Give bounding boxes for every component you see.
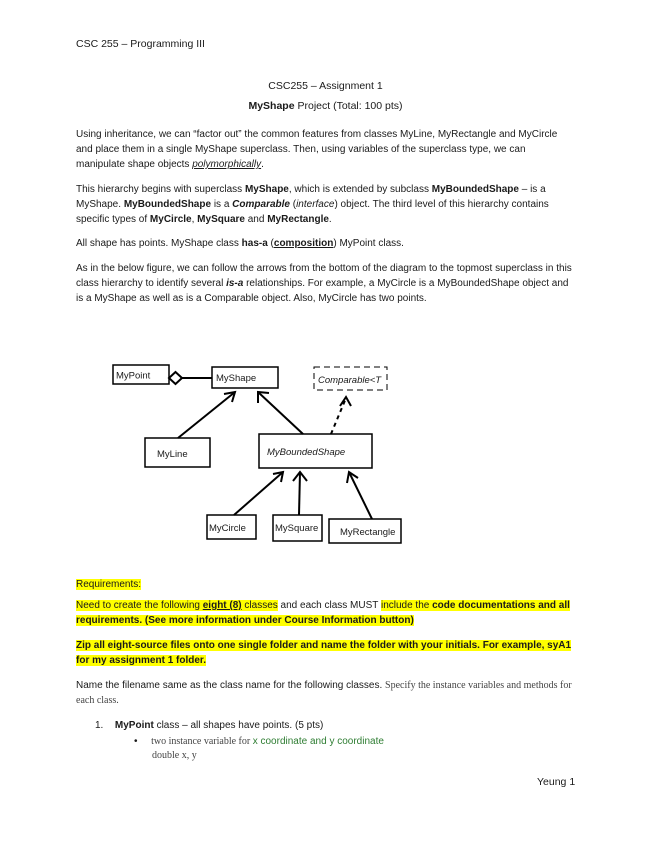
composition-diamond [169, 372, 182, 384]
bullet-text-a: two instance variable for [151, 736, 253, 747]
fig-is-a: is-a [226, 278, 244, 289]
naming-paragraph [76, 678, 576, 708]
project-name: MyShape [248, 100, 295, 112]
comp-has-a: has-a [241, 238, 268, 249]
bullet-line-2: double x, y [152, 750, 197, 761]
mybounded-to-myshape-arrow [258, 392, 303, 434]
req1-e: include the [380, 600, 433, 611]
list-mypoint-rest: class – all shapes have points. (5 pts) [153, 720, 324, 731]
req1-classes: classes [241, 600, 278, 611]
hier-t1: This hierarchy begins with superclass [76, 184, 245, 195]
requirement-1 [76, 598, 576, 628]
hier-mybounded: MyBoundedShape [431, 184, 519, 195]
hier-t5: – is a MyShape. [76, 184, 546, 210]
intro-text: Using inheritance, we can “factor out” the common features from classes MyLine, MyRectangle and MyCircle and place them in a single MyShape superclass. Then, using variables of the superclass type, we can manipulate shape objects [76, 129, 558, 170]
req1-d: and each class MUST [277, 600, 381, 611]
intro-paragraph [76, 127, 576, 172]
page-header: CSC 255 – Programming III [76, 38, 205, 50]
hier-interface: interface [296, 199, 335, 210]
mypoint-label: MyPoint [116, 370, 151, 382]
intro-end: . [261, 159, 264, 170]
hier-t15: and [244, 214, 268, 225]
hier-comparable: Comparable [232, 199, 290, 210]
comp-t1: All shape has points. MyShape class [76, 238, 242, 249]
page-footer: Yeung 1 [537, 776, 576, 788]
myrectangle-label: MyRectangle [340, 527, 396, 538]
bullet-icon: • [134, 736, 138, 747]
hier-myshape: MyShape [244, 184, 289, 195]
comp-t5: ) MyPoint class. [333, 238, 404, 249]
list-number: 1. [95, 720, 104, 731]
naming-a: Name the filename same as the class name for the following classes. [76, 680, 386, 691]
hier-t9: ( [289, 199, 297, 210]
req1-a: Need to create the following [76, 600, 203, 611]
hier-mysquare: MySquare [197, 214, 245, 225]
hier-myrectangle: MyRectangle [267, 214, 329, 225]
figure-paragraph [76, 261, 576, 306]
myboundedshape-label: MyBoundedShape [267, 447, 346, 458]
hier-mycircle: MyCircle [149, 214, 192, 225]
fig-t1: As in the below figure, we can follow the arrows from the bottom of the diagram to the topmost superclass in this class hierarchy to identify several [76, 263, 572, 289]
comp-t3: ( [267, 238, 274, 249]
req2-text: Zip all eight-source files onto one single folder and name the folder with your initials. For example, syA1 for my assignment 1 folder. [76, 640, 572, 666]
naming-b: Specify the instance variables and methods for each class. [76, 680, 572, 706]
myshape-label: MyShape [216, 373, 257, 384]
comparable-label: Comparable<T [318, 375, 382, 386]
comp-composition: composition [273, 238, 334, 249]
mycircle-label: MyCircle [209, 523, 246, 534]
assignment-title: CSC255 – Assignment 1 [268, 80, 383, 92]
requirements-heading [76, 577, 596, 592]
mybounded-to-comparable-arrow [331, 398, 346, 434]
req1-eight: eight (8) [202, 600, 242, 611]
mysquare-to-mybounded-arrow [299, 472, 300, 515]
mysquare-label: MySquare [275, 523, 319, 534]
mycircle-to-mybounded-arrow [234, 472, 283, 515]
requirements-title: Requirements: [76, 579, 142, 590]
req1-f: code documentations and all requirements. (See more information under Course Information button) [76, 600, 570, 626]
list-mypoint: MyPoint [114, 720, 154, 731]
myline-label: MyLine [157, 449, 188, 460]
hier-t7: is a [211, 199, 233, 210]
project-title [0, 100, 651, 112]
class-diagram [0, 340, 651, 560]
fig-t3: relationships. For example, a MyCircle is a MyBoundedShape object and is a MyShape as well as is a Comparable object. Also, MyCircle has two points. [76, 278, 569, 304]
hier-t11: ) object. The third level of this hierarchy contains specific types of [76, 199, 549, 225]
list-item-mypoint [95, 718, 323, 733]
polymorphically-term: polymorphically [192, 159, 262, 170]
myline-to-myshape-arrow [178, 392, 235, 438]
hier-t13: , [191, 214, 198, 225]
myrectangle-to-mybounded-arrow [349, 472, 372, 519]
hier-t17: . [328, 214, 332, 225]
bullet-item [134, 734, 384, 749]
composition-paragraph [76, 236, 576, 251]
hierarchy-paragraph [76, 182, 576, 227]
project-points: Project (Total: 100 pts) [294, 100, 403, 112]
hier-t3: , which is extended by subclass [288, 184, 432, 195]
hier-mybounded-2: MyBoundedShape [123, 199, 212, 210]
requirement-2 [76, 638, 576, 668]
bullet-text-b: x coordinate and y coordinate [252, 736, 384, 747]
